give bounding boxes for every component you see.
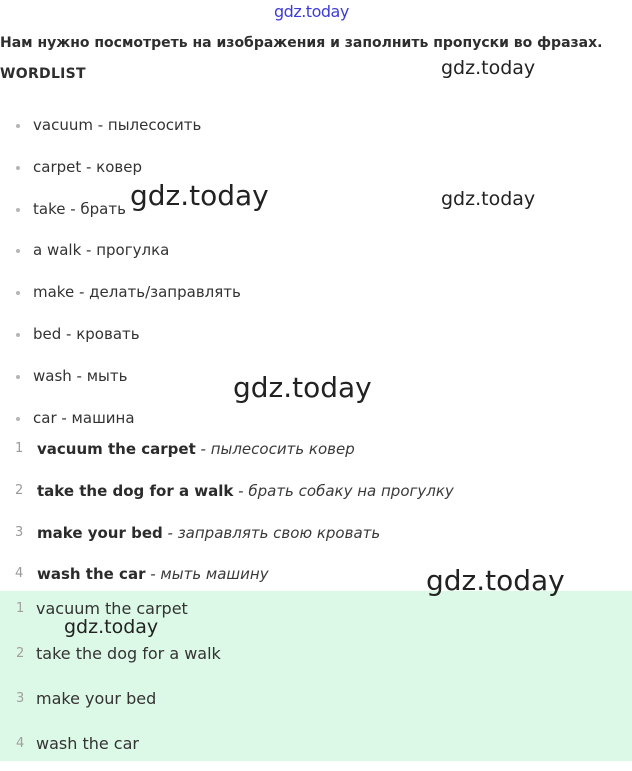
watermark: gdz.today xyxy=(130,179,269,212)
wordlist-item: carpet - ковер xyxy=(0,147,632,189)
answer-item: 1 vacuum the carpet xyxy=(16,599,188,618)
bullet-icon xyxy=(16,333,20,337)
bullet-icon xyxy=(16,417,20,421)
watermark: gdz.today xyxy=(426,564,565,597)
bullet-icon xyxy=(16,166,20,170)
phrase-item: 3 make your bed - заправлять свою кровать xyxy=(15,523,381,542)
phrase-item: 4 wash the car - мыть машину xyxy=(15,565,269,584)
wordlist-item: wash - мыть xyxy=(0,356,632,398)
answer-item: 2 take the dog for a walk xyxy=(16,644,221,663)
task-instruction: Нам нужно посмотреть на изображения и заполнить пропуски во фразах. xyxy=(0,35,603,51)
phrase-item: 2 take the dog for a walk - брать собаку на прогулку xyxy=(15,481,454,500)
bullet-icon xyxy=(16,208,20,212)
wordlist-item: car - машина xyxy=(0,398,632,440)
wordlist-item: take - брать xyxy=(0,189,632,231)
site-logo: gdz.today xyxy=(274,2,349,21)
watermark: gdz.today xyxy=(441,57,536,79)
answer-item: 3 make your bed xyxy=(16,689,157,708)
watermark: gdz.today xyxy=(64,616,159,638)
wordlist-item: bed - кровать xyxy=(0,314,632,356)
watermark: gdz.today xyxy=(233,371,372,404)
answer-item: 4 wash the car xyxy=(16,734,139,753)
bullet-icon xyxy=(16,291,20,295)
wordlist-item: vacuum - пылесосить xyxy=(0,105,632,147)
wordlist-item: a walk - прогулка xyxy=(0,230,632,272)
wordlist-heading: WORDLIST xyxy=(0,66,86,82)
bullet-icon xyxy=(16,375,20,379)
watermark: gdz.today xyxy=(441,188,536,210)
bullet-icon xyxy=(16,249,20,253)
wordlist-item: make - делать/заправлять xyxy=(0,272,632,314)
phrase-item: 1 vacuum the carpet - пылесосить ковер xyxy=(15,440,355,458)
bullet-icon xyxy=(16,124,20,128)
